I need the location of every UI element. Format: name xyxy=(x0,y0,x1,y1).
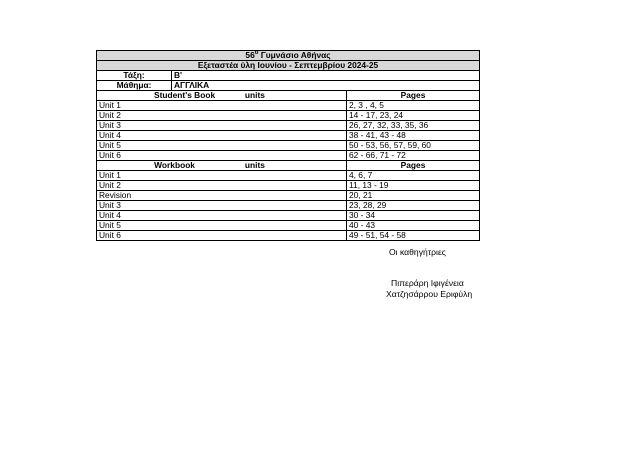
school-name: Γυμνάσιο Αθήνας xyxy=(258,50,331,60)
students-book-empty-cell xyxy=(172,111,347,121)
workbook-pages-cell: 11, 13 - 19 xyxy=(347,181,480,191)
students-book-pages-header: Pages xyxy=(347,91,480,101)
students-book-table-row xyxy=(97,141,480,151)
workbook-unit-cell: Revision xyxy=(97,191,172,201)
workbook-empty-cell xyxy=(172,221,347,231)
students-book-unit-cell: Unit 3 xyxy=(97,121,172,131)
workbook-unit-cell: Unit 3 xyxy=(97,201,172,211)
workbook-empty-cell xyxy=(172,191,347,201)
students-book-pages-cell: 2, 3 , 4, 5 xyxy=(347,101,480,111)
students-book-empty-cell xyxy=(172,151,347,161)
teachers-label: Οι καθηγήτριες xyxy=(389,247,446,257)
workbook-rows xyxy=(97,171,480,241)
workbook-pages-cell: 30 - 34 xyxy=(347,211,480,221)
workbook-pages-header: Pages xyxy=(347,161,480,171)
workbook-pages-cell: 49 - 51, 54 - 58 xyxy=(347,231,480,241)
subject-label: Μάθημα: xyxy=(97,81,172,91)
workbook-empty-cell xyxy=(172,201,347,211)
students-book-table-row xyxy=(97,111,480,121)
workbook-header-row xyxy=(97,161,480,171)
class-row xyxy=(97,71,480,81)
students-book-rows xyxy=(97,101,480,161)
students-book-pages-cell: 38 - 41, 43 - 48 xyxy=(347,131,480,141)
students-book-table-row xyxy=(97,121,480,131)
subject-row xyxy=(97,81,480,91)
workbook-pages-cell: 20, 21 xyxy=(347,191,480,201)
students-book-unit-cell: Unit 2 xyxy=(97,111,172,121)
students-book-pages-cell: 50 - 53, 56, 57, 59, 60 xyxy=(347,141,480,151)
students-book-empty-cell xyxy=(172,121,347,131)
workbook-table-row xyxy=(97,231,480,241)
students-book-unit-cell: Unit 1 xyxy=(97,101,172,111)
workbook-empty-cell xyxy=(172,211,347,221)
students-book-units-header: units xyxy=(244,90,265,100)
workbook-table-row xyxy=(97,171,480,181)
students-book-table-row xyxy=(97,151,480,161)
school-number-superscript: ο xyxy=(254,50,259,57)
exam-material-table xyxy=(96,50,480,241)
teacher-name-1: Πιπεράρη Ιφιγένεια xyxy=(391,278,464,288)
workbook-units-header: units xyxy=(244,160,265,170)
students-book-unit-cell: Unit 6 xyxy=(97,151,172,161)
students-book-unit-cell: Unit 5 xyxy=(97,141,172,151)
workbook-unit-cell: Unit 4 xyxy=(97,211,172,221)
workbook-empty-cell xyxy=(172,171,347,181)
students-book-unit-cell: Unit 4 xyxy=(97,131,172,141)
workbook-title-cell xyxy=(97,161,297,171)
workbook-unit-cell: Unit 1 xyxy=(97,171,172,181)
exam-title: Εξεταστέα ύλη Ιουνίου - Σεπτεμβρίου 2024-25 xyxy=(97,61,480,71)
workbook-pages-cell: 40 - 43 xyxy=(347,221,480,231)
students-book-title: Student's Book xyxy=(154,90,216,100)
workbook-table-row xyxy=(97,221,480,231)
teacher-name-2: Χατζησάρρου Εριφύλη xyxy=(386,289,473,299)
workbook-unit-cell: Unit 5 xyxy=(97,221,172,231)
workbook-pages-cell: 4, 6, 7 xyxy=(347,171,480,181)
school-name-row xyxy=(97,51,480,61)
school-name-cell xyxy=(97,51,480,61)
workbook-table-row xyxy=(97,191,480,201)
students-book-pages-cell: 26, 27, 32, 33, 35, 36 xyxy=(347,121,480,131)
students-book-empty-cell xyxy=(172,141,347,151)
workbook-header-spacer xyxy=(297,161,347,171)
workbook-title: Workbook xyxy=(154,160,195,170)
class-value: Β' xyxy=(172,71,480,81)
students-book-header-row xyxy=(97,91,480,101)
students-book-header-spacer xyxy=(297,91,347,101)
workbook-pages-cell: 23, 28, 29 xyxy=(347,201,480,211)
workbook-table-row xyxy=(97,201,480,211)
class-label: Τάξη: xyxy=(97,71,172,81)
workbook-empty-cell xyxy=(172,181,347,191)
workbook-table-row xyxy=(97,181,480,191)
students-book-pages-cell: 62 - 66, 71 - 72 xyxy=(347,151,480,161)
workbook-unit-cell: Unit 6 xyxy=(97,231,172,241)
students-book-pages-cell: 14 - 17, 23, 24 xyxy=(347,111,480,121)
workbook-unit-cell: Unit 2 xyxy=(97,181,172,191)
school-number: 56 xyxy=(245,50,255,60)
students-book-table-row xyxy=(97,131,480,141)
exam-title-row xyxy=(97,61,480,71)
workbook-table-row xyxy=(97,211,480,221)
students-book-empty-cell xyxy=(172,101,347,111)
students-book-table-row xyxy=(97,101,480,111)
subject-value: ΑΓΓΛΙΚΑ xyxy=(172,81,480,91)
workbook-empty-cell xyxy=(172,231,347,241)
students-book-title-cell xyxy=(97,91,297,101)
students-book-empty-cell xyxy=(172,131,347,141)
